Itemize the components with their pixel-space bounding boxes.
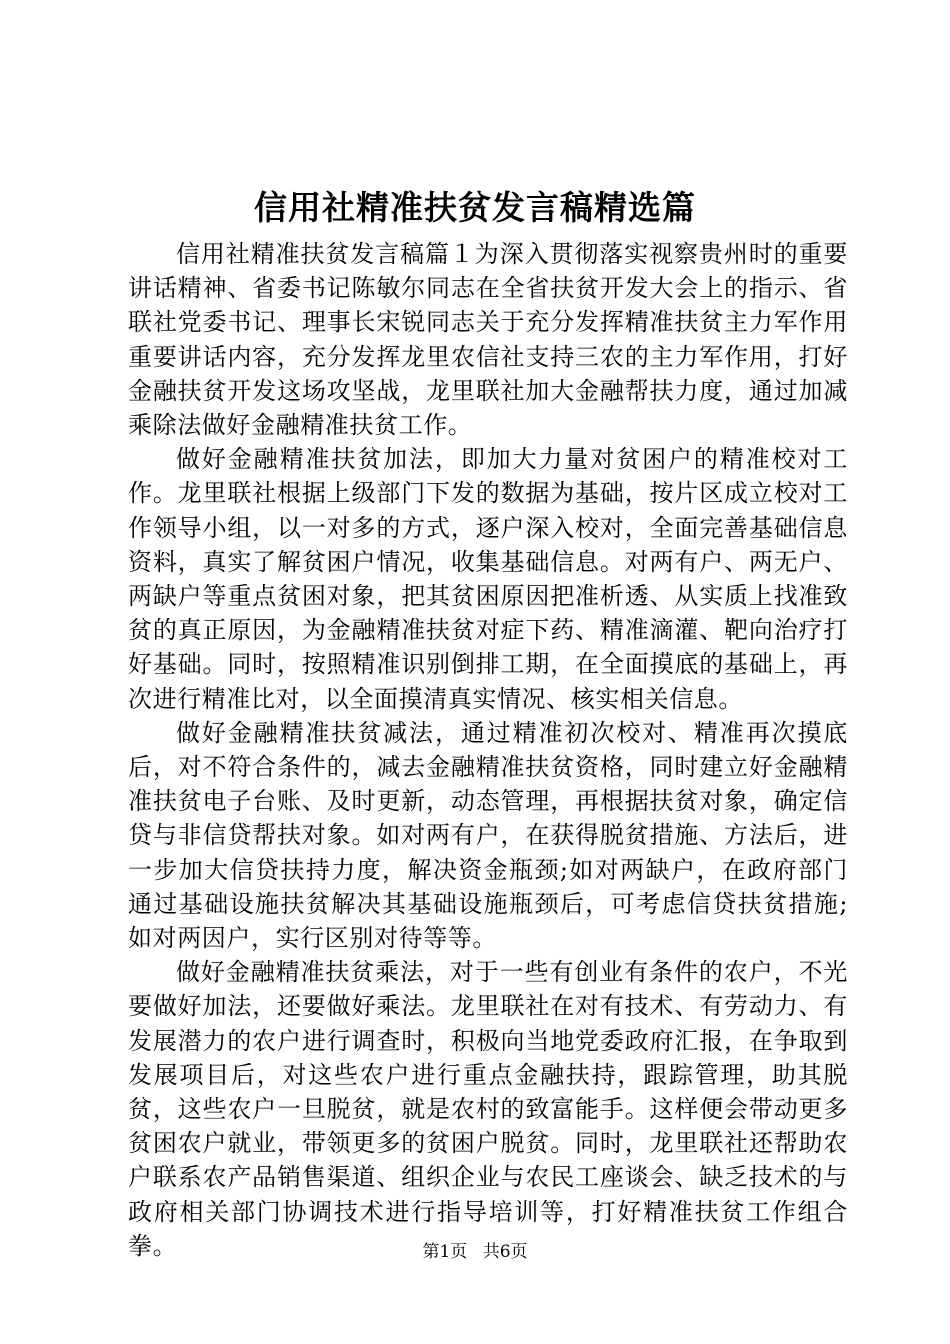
body-paragraph: 做好金融精准扶贫加法，即加大力量对贫困户的精准校对工作。龙里联社根据上级部门下发的数据为基础，按片区成立校对工作领导小组，以一对多的方式，逐户深入校对，全面完善基础信息资料，真实了解贫困户情况，收集基础信息。对两有户、两无户、两缺户等重点贫困对象，把其贫困原因把准析透、从实质上找准致贫的真正原因，为金融精准扶贫对症下药、精准滴灌、靶向治疗打好基础。同时，按照精准识别倒排工期，在全面摸底的基础上，再次进行精准比对，以全面摸清真实情况、核实相关信息。 [128, 445, 848, 713]
document-title: 信用社精准扶贫发言稿精选篇 [254, 188, 696, 227]
body-paragraph: 做好金融精准扶贫乘法，对于一些有创业有条件的农户，不光要做好加法，还要做好乘法。龙里联社在对有技术、有劳动力、有发展潜力的农户进行调查时，积极向当地党委政府汇报，在争取到发展项目后，对这些农户进行重点金融扶持，跟踪管理，助其脱贫，这些农户一旦脱贫，就是农村的致富能手。这样便会带动更多贫困农户就业，带领更多的贫困户脱贫。同时，龙里联社还帮助农户联系农产品销售渠道、组织企业与农民工座谈会、缺乏技术的与政府相关部门协调技术进行指导培训等，打好精准扶贫工作组合拳。 [128, 958, 848, 1260]
page-total: 共6页 [482, 1242, 528, 1262]
document-body [128, 237, 848, 1263]
body-paragraph: 做好金融精准扶贫减法，通过精准初次校对、精准再次摸底后，对不符合条件的，减去金融精准扶贫资格，同时建立好金融精准扶贫电子台账、及时更新，动态管理，再根据扶贫对象，确定信贷与非信贷帮扶对象。如对两有户，在获得脱贫措施、方法后，进一步加大信贷扶持力度，解决资金瓶颈;如对两缺户，在政府部门通过基础设施扶贫解决其基础设施瓶颈后，可考虑信贷扶贫措施;如对两因户，实行区别对待等等。 [128, 718, 848, 953]
page-footer [0, 1240, 950, 1264]
body-paragraph: 信用社精准扶贫发言稿篇１为深入贯彻落实视察贵州时的重要讲话精神、省委书记陈敏尔同志在全省扶贫开发大会上的指示、省联社党委书记、理事长宋锐同志关于充分发挥精准扶贫主力军作用重要讲话内容，充分发挥龙里农信社支持三农的主力军作用，打好金融扶贫开发这场攻坚战，龙里联社加大金融帮扶力度，通过加减乘除法做好金融精准扶贫工作。 [128, 240, 848, 440]
page-number: 第1页 [422, 1242, 468, 1262]
